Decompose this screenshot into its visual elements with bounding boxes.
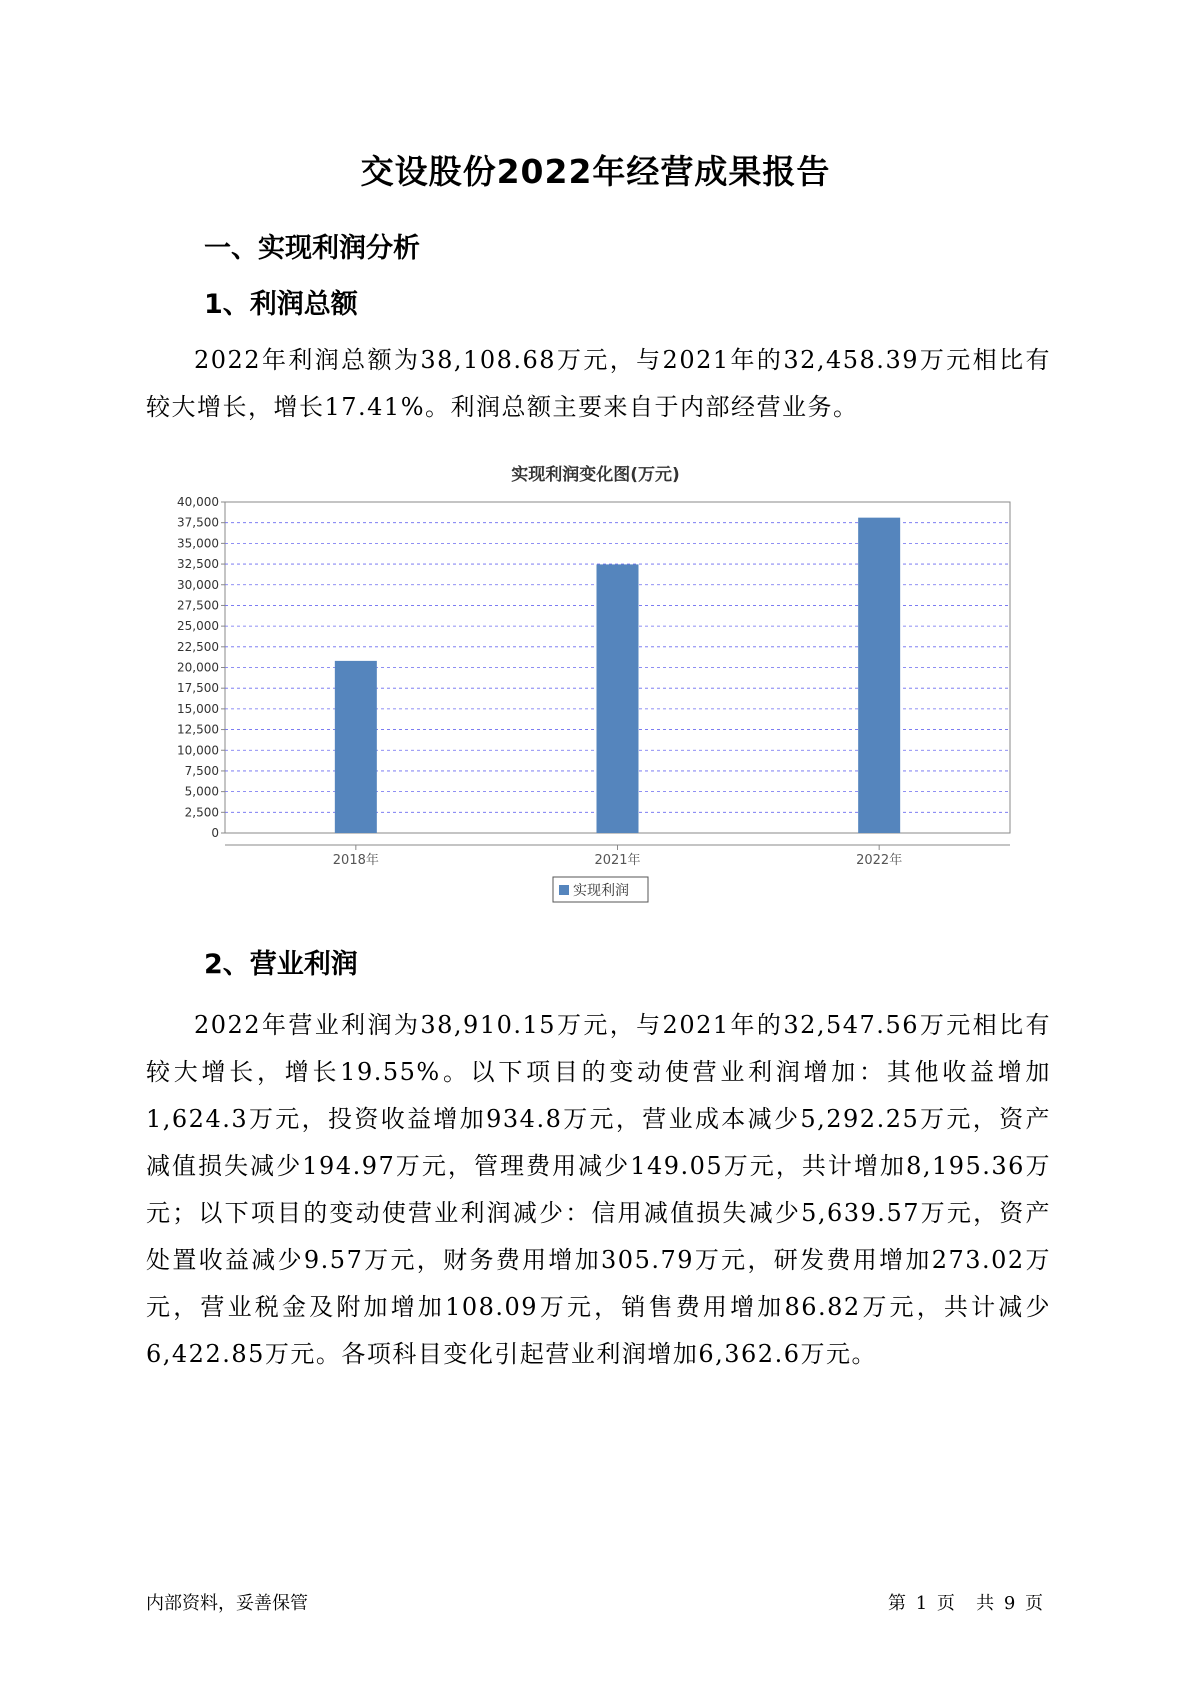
legend-swatch xyxy=(559,885,569,895)
legend-label: 实现利润 xyxy=(573,883,629,899)
page-prefix: 第 xyxy=(887,1593,906,1614)
y-tick-label: 35,000 xyxy=(177,536,219,551)
y-tick-label: 40,000 xyxy=(177,495,219,509)
y-tick-label: 7,500 xyxy=(184,763,219,778)
y-tick-label: 22,500 xyxy=(177,639,219,654)
y-tick-label: 12,500 xyxy=(177,722,219,737)
bar-2018年 xyxy=(335,661,377,833)
subsection-heading-total-profit: 1、利润总额 xyxy=(204,289,358,320)
x-tick-label: 2018年 xyxy=(332,853,379,868)
subsection-heading-operating-profit: 2、营业利润 xyxy=(204,949,358,980)
x-tick-label: 2022年 xyxy=(856,853,903,868)
bar-2022年 xyxy=(858,518,900,833)
total-pages: 9 xyxy=(1003,1593,1016,1614)
y-tick-label: 37,500 xyxy=(177,515,219,530)
y-tick-label: 25,000 xyxy=(177,619,219,634)
y-tick-label: 5,000 xyxy=(184,784,219,799)
footer-page-counter xyxy=(886,1589,1045,1615)
y-tick-label: 20,000 xyxy=(177,660,219,675)
total-prefix: 共 xyxy=(976,1593,995,1614)
y-tick-label: 15,000 xyxy=(177,701,219,716)
y-tick-label: 30,000 xyxy=(177,577,219,592)
page-title: 交设股份2022年经营成果报告 xyxy=(360,152,831,191)
y-tick-label: 17,500 xyxy=(177,681,219,696)
x-tick-label: 2021年 xyxy=(594,853,641,868)
y-tick-label: 27,500 xyxy=(177,598,219,613)
y-tick-label: 10,000 xyxy=(177,743,219,758)
y-tick-label: 0 xyxy=(211,826,219,840)
total-unit: 页 xyxy=(1025,1593,1043,1614)
operating-profit-paragraph: 2022年营业利润为38,910.15万元，与2021年的32,547.56万元相比有较大增长，增长19.55%。以下项目的变动使营业利润增加：其他收益增加1,624.3万元，投资收益增加934.8万元，营业成本减少5,292.25万元，资产减值损失减少194.97万元，管理费用减少149.05万元，共计增加8,195.36万元；以下项目的变动使营业利润减少：信用减值损失减少5,639.57万元，资产处置收益减少9.57万元，财务费用增加305.79万元，研发费用增加273.02万元，营业税金及附加增加108.09万元，销售费用增加86.82万元，共计减少6,422.85万元。各项科目变化引起营业利润增加6,362.6万元。 xyxy=(146,1011,1051,1368)
bar-2021年 xyxy=(597,564,639,833)
page-unit: 页 xyxy=(936,1593,955,1614)
section-heading-profit-analysis: 一、实现利润分析 xyxy=(204,233,420,264)
y-tick-label: 2,500 xyxy=(184,805,219,820)
y-tick-label: 32,500 xyxy=(177,557,219,572)
page-number: 1 xyxy=(915,1593,928,1614)
total-profit-paragraph: 2022年利润总额为38,108.68万元，与2021年的32,458.39万元相比有较大增长，增长17.41%。利润总额主要来自于内部经营业务。 xyxy=(146,346,1051,421)
chart-title: 实现利润变化图(万元) xyxy=(511,465,680,485)
footer-confidential-note: 内部资料，妥善保管 xyxy=(146,1593,308,1614)
